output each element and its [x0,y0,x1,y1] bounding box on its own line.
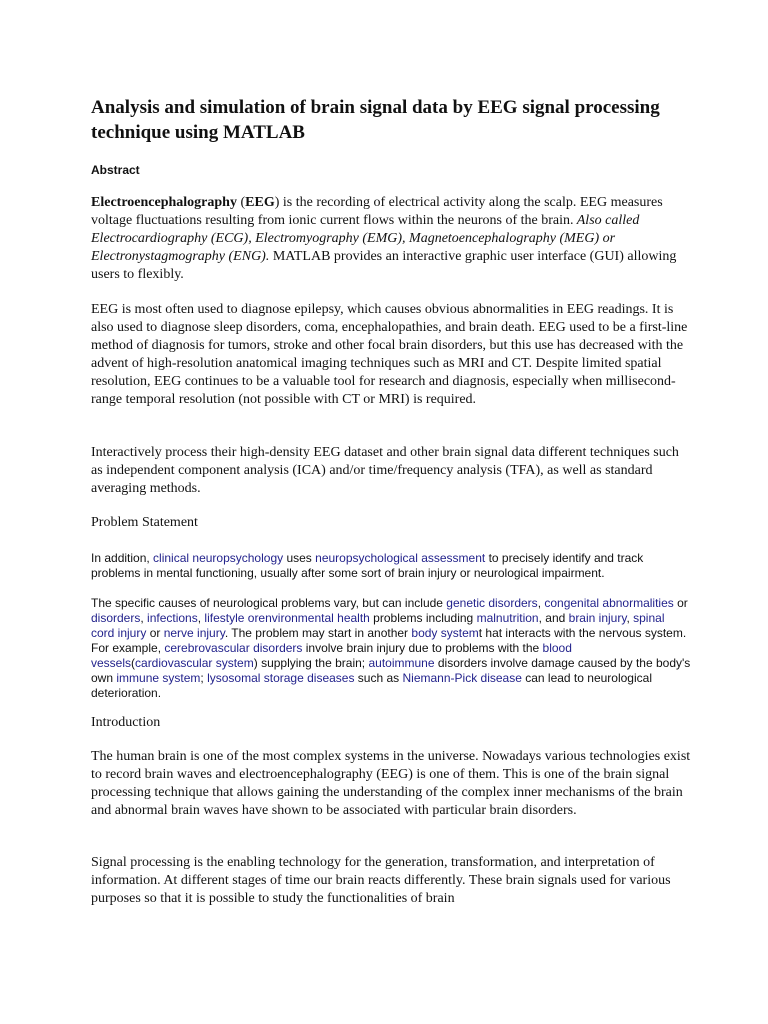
abstract-paragraph-1: Electroencephalography (EEG) is the recording of electrical activity along the scalp. EEG measures voltage fluctuations resulting from ionic current flows within the neurons of the brain. Also called Electrocardiography (ECG), Electromyography (EMG), Magnetoencephalography (MEG) or Electronystagmography (ENG). MATLAB provides an interactive graphic user interface (GUI) allowing users to flexibly. [91,195,677,282]
link-neuropsychological-assessment[interactable]: neuropsychological assessment [315,551,486,565]
link-malnutrition[interactable]: malnutrition [476,611,539,625]
link-environmental-health[interactable]: orenvironmental health [247,611,370,625]
problem-statement-heading: Problem Statement [91,515,198,530]
abstract-paragraph-3: Interactively process their high-density EEG dataset and other brain signal data different techniques such as independent component analysis (ICA) and/or time/frequency analysis (TFA), as well as standard averaging methods. [91,445,679,496]
problem-paragraph-2: The specific causes of neurological problems vary, but can include genetic disorders, congenital abnormalities or disorders, infections, lifestyle orenvironmental health problems including malnutrition, and brain injury, spinal cord injury or nerve injury. The problem may start in another body systemt hat interacts with the nervous system. For example, cerebrovascular disorders involve brain injury due to problems with the blood vessels(cardiovascular system) supplying the brain; autoimmune disorders involve damage caused by the body's own immune system; lysosomal storage diseases such as Niemann-Pick disease can lead to neurological deterioration. [91,596,691,700]
link-infections[interactable]: infections [147,611,198,625]
link-autoimmune[interactable]: autoimmune [368,656,435,670]
link-disorders[interactable]: disorders [91,611,141,625]
introduction-paragraph-2: Signal processing is the enabling technology for the generation, transformation, and interpretation of information. At different stages of time our brain reacts differently. These brain signals used for various purposes so that it is possible to study the functionalities of brain [91,855,671,906]
link-lifestyle[interactable]: lifestyle [204,611,245,625]
introduction-heading: Introduction [91,715,161,730]
link-body-system[interactable]: body system [411,626,479,640]
link-genetic-disorders[interactable]: genetic disorders [446,596,538,610]
document-title: Analysis and simulation of brain signal data by EEG signal processing technique using MATLAB [91,97,660,143]
eeg-term: Electroencephalography [91,195,237,210]
link-clinical-neuropsychology[interactable]: clinical neuropsychology [153,551,284,565]
link-brain-injury[interactable]: brain injury [568,611,627,625]
abstract-heading: Abstract [91,163,140,177]
problem-paragraph-1: In addition, clinical neuropsychology uses neuropsychological assessment to precisely identify and track problems in mental functioning, usually after some sort of brain injury or neurological impairment. [91,551,644,580]
link-lysosomal-storage-diseases[interactable]: lysosomal storage diseases [207,671,355,685]
abstract-paragraph-2: EEG is most often used to diagnose epilepsy, which causes obvious abnormalities in EEG readings. It is also used to diagnose sleep disorders, coma, encephalopathies, and brain death. EEG used to be a first-line method of diagnosis for tumors, stroke and other focal brain disorders, but this use has decreased with the advent of high-resolution anatomical imaging techniques such as MRI and CT. Despite limited spatial resolution, EEG continues to be a valuable tool for research and diagnosis, especially when millisecond-range temporal resolution (not possible with CT or MRI) is required. [91,302,688,407]
link-immune-system[interactable]: immune system [116,671,201,685]
link-blood-vessels[interactable]: blood vessels [91,641,572,670]
link-congenital-abnormalities[interactable]: congenital abnormalities [544,596,674,610]
link-niemann-pick-disease[interactable]: Niemann-Pick disease [402,671,522,685]
eeg-abbr: EEG [245,195,275,210]
introduction-paragraph-1: The human brain is one of the most complex systems in the universe. Nowadays various technologies exist to record brain waves and electroencephalography (EEG) is one of them. This is one of the brain signal processing technique that allows gaining the understanding of the complex inner mechanisms of the brain and abnormal brain waves have shown to be associated with particular brain disorders. [91,749,691,818]
also-called-italic: Also called Electrocardiography (ECG), Electromyography (EMG), Magnetoencephalography (MEG) or Electronystagmography (ENG). [91,213,640,264]
link-cerebrovascular-disorders[interactable]: cerebrovascular disorders [164,641,303,655]
link-nerve-injury[interactable]: nerve injury [163,626,225,640]
link-cardiovascular-system[interactable]: cardiovascular system [135,656,254,670]
link-spinal-cord-injury[interactable]: spinal cord injury [91,611,665,640]
